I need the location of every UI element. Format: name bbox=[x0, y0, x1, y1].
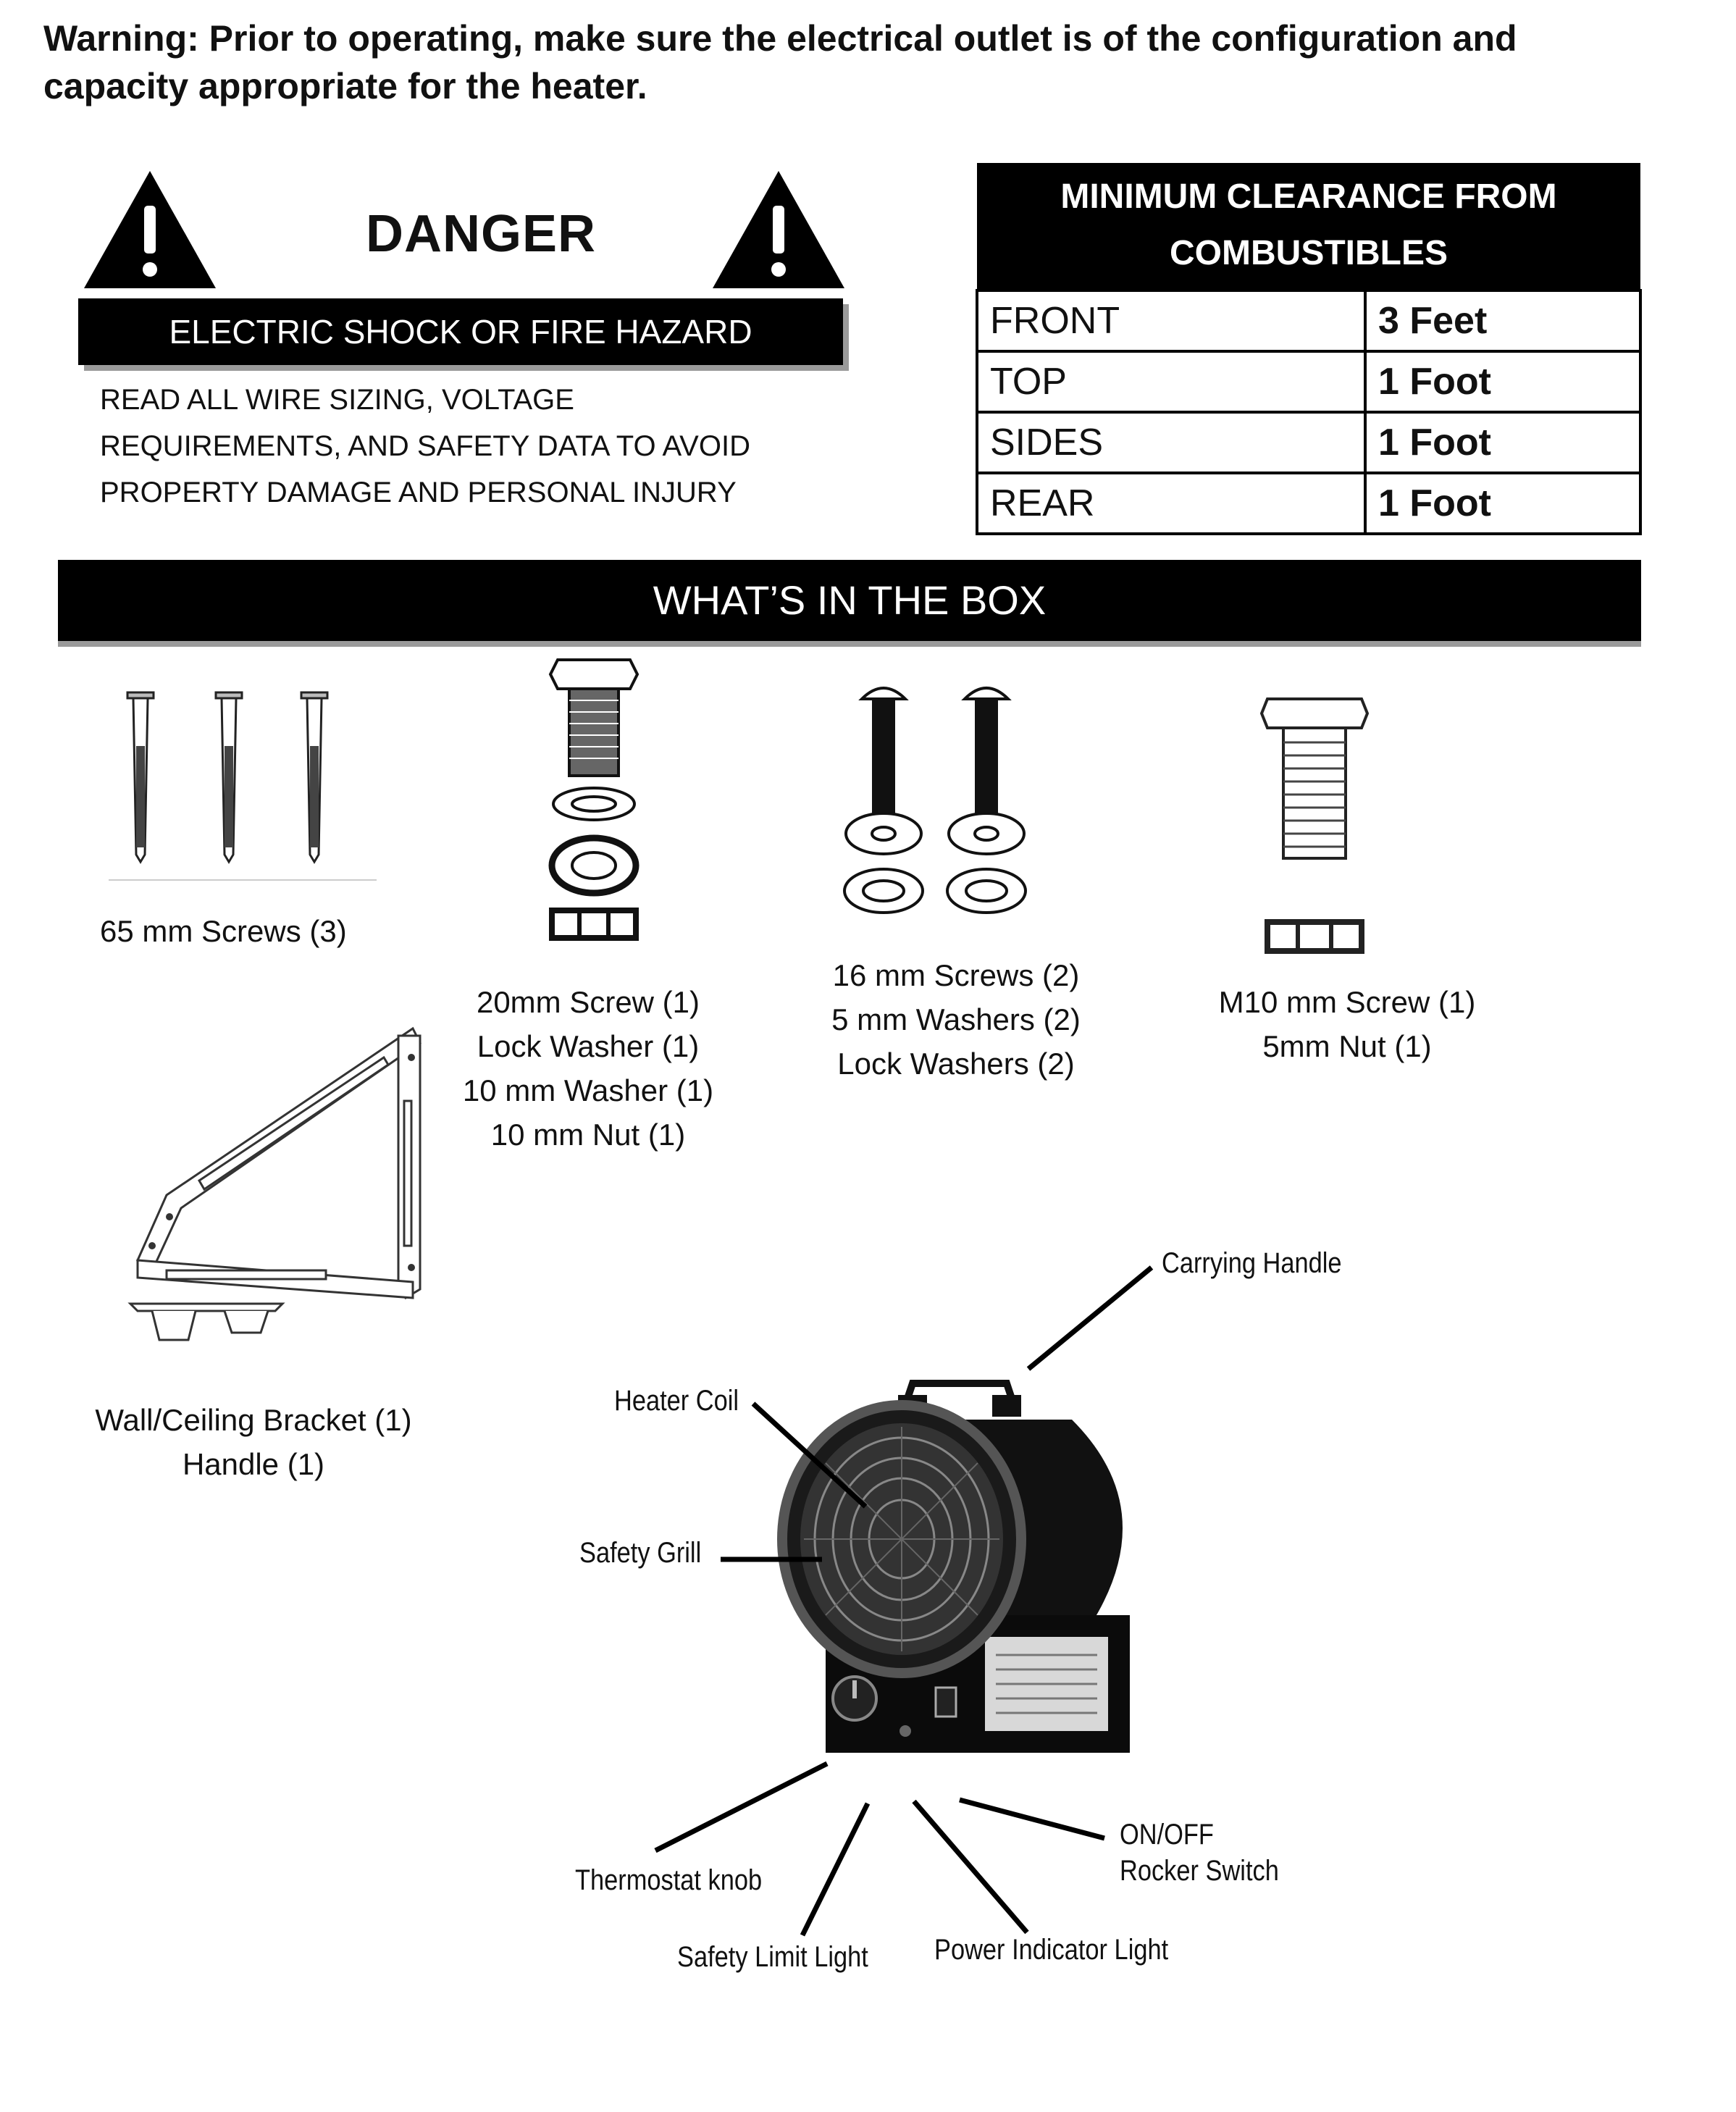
clearance-side: REAR bbox=[977, 473, 1365, 534]
caption-65mm-screws: 65 mm Screws (3) bbox=[100, 914, 347, 948]
danger-line: REQUIREMENTS, AND SAFETY DATA TO AVOID bbox=[100, 430, 750, 462]
clearance-side: TOP bbox=[977, 351, 1365, 412]
caption-16mm-set: 16 mm Screws (2) 5 mm Washers (2) Lock Washers (2) bbox=[831, 958, 1081, 1081]
clearance-value: 3 Feet bbox=[1365, 290, 1640, 351]
caption-m10-set: M10 mm Screw (1) 5mm Nut (1) bbox=[1218, 985, 1476, 1063]
caption-bracket: Wall/Ceiling Bracket (1) Handle (1) bbox=[95, 1403, 412, 1481]
hazard-banner: ELECTRIC SHOCK OR FIRE HAZARD bbox=[78, 298, 843, 365]
warning-text: Warning: Prior to operating, make sure the electrical outlet is of the configuration and capacity appropriate for the heater. bbox=[43, 18, 1517, 106]
clearance-value: 1 Foot bbox=[1365, 412, 1640, 473]
label-safety-limit-light: Safety Limit Light bbox=[677, 1941, 868, 1973]
label-safety-grill: Safety Grill bbox=[579, 1537, 702, 1569]
danger-line: PROPERTY DAMAGE AND PERSONAL INJURY bbox=[100, 477, 737, 508]
label-carrying-handle: Carrying Handle bbox=[1162, 1247, 1342, 1279]
label-heater-coil: Heater Coil bbox=[614, 1385, 739, 1417]
clearance-side: SIDES bbox=[977, 412, 1365, 473]
whats-in-the-box-banner: WHAT’S IN THE BOX bbox=[58, 560, 1641, 641]
label-power-indicator-light: Power Indicator Light bbox=[934, 1934, 1169, 1966]
clearance-value: 1 Foot bbox=[1365, 473, 1640, 534]
caption-20mm-set: 20mm Screw (1) Lock Washer (1) 10 mm Washer (1) 10 mm Nut (1) bbox=[462, 985, 714, 1152]
danger-line: READ ALL WIRE SIZING, VOLTAGE bbox=[100, 384, 574, 416]
clearance-side: FRONT bbox=[977, 290, 1365, 351]
clearance-value: 1 Foot bbox=[1365, 351, 1640, 412]
label-onoff: ON/OFF Rocker Switch bbox=[1120, 1819, 1279, 1887]
clearance-title: MINIMUM CLEARANCE FROM COMBUSTIBLES bbox=[977, 163, 1640, 290]
label-thermostat-knob: Thermostat knob bbox=[575, 1864, 763, 1896]
danger-title: DANGER bbox=[366, 205, 597, 263]
